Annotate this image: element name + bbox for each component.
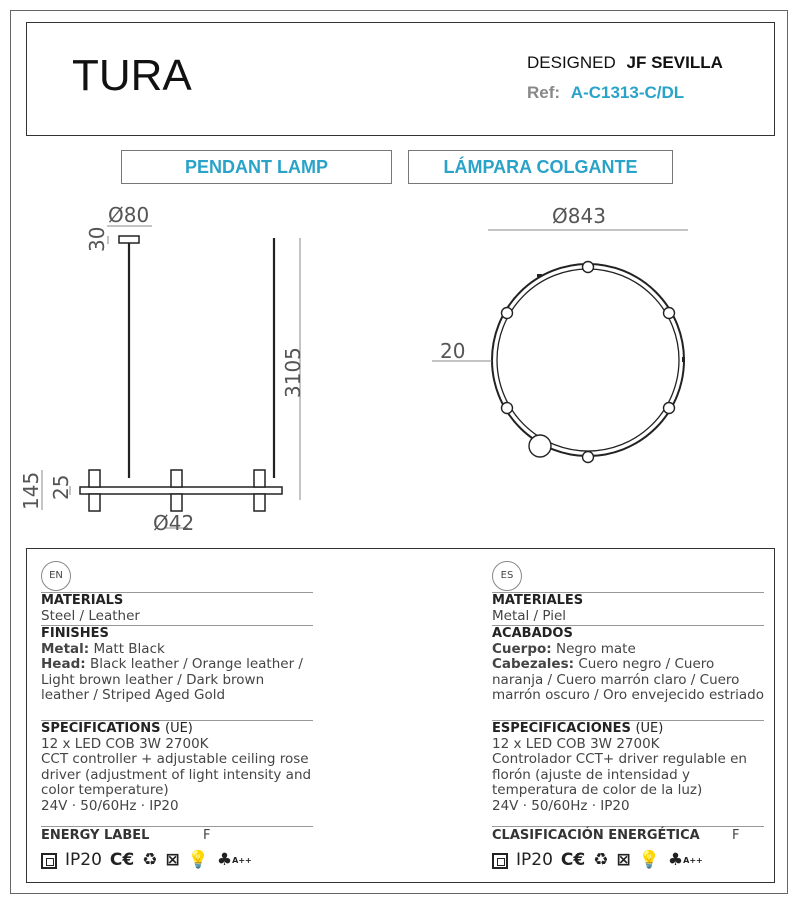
head-value: Cuero negro / Cuero naranja / Cuero marrón claro / Cuero marrón oscuro / Oro envejecido estriado [492, 656, 764, 703]
led-head [502, 403, 513, 414]
dim-tube-diameter: Ø42 [153, 511, 195, 535]
materials-section [41, 592, 313, 624]
finishes-section [41, 625, 313, 704]
dim-canopy-diameter: Ø80 [108, 203, 150, 227]
dim-ring-thickness: 25 [49, 474, 73, 500]
specs-title: SPECIFICATIONS [41, 721, 161, 736]
spec-line: 12 x LED COB 3W 2700K [492, 735, 660, 752]
head-label: Head: [41, 656, 86, 672]
spec-line: 24V · 50/60Hz · IP20 [41, 797, 179, 814]
energy-label-title: ENERGY LABEL [41, 828, 150, 843]
ip20-double-insulation-icon [41, 853, 57, 869]
head-bottom [254, 494, 265, 511]
side-elevation [19, 203, 305, 535]
materials-value: Steel / Leather [41, 607, 140, 624]
led-head [664, 308, 675, 319]
led-head [583, 452, 594, 463]
info-panel [26, 548, 775, 883]
finishes-title: ACABADOS [492, 626, 573, 641]
energy-divider [41, 826, 313, 827]
ring-side-view [80, 487, 282, 494]
dim-canopy-height: 30 [85, 226, 109, 252]
spec-line: 12 x LED COB 3W 2700K [41, 735, 209, 752]
type-label-es: LÁMPARA COLGANTE [408, 150, 673, 184]
dim-ring-section: 20 [440, 339, 466, 363]
certification-row [492, 850, 703, 871]
specs-suffix: (UE) [635, 721, 664, 736]
specifications-section [41, 720, 313, 814]
materials-title: MATERIALES [492, 593, 584, 608]
ceiling-canopy [119, 236, 139, 243]
metal-label: Metal: [41, 640, 90, 657]
designed-label: DESIGNED [527, 53, 616, 72]
energy-a-plus-plus-icon: ♣A++ [667, 850, 703, 871]
recycle-icon: ♻ [142, 850, 158, 871]
type-label-en: PENDANT LAMP [121, 150, 392, 184]
ref-label: Ref: [527, 83, 561, 102]
led-bulb-icon: 💡 [187, 850, 209, 871]
spec-line: CCT controller + adjustable ceiling rose driver (adjustment of light intensity and color temperature) [41, 751, 312, 798]
plan-view [432, 204, 688, 463]
head-top [89, 470, 100, 487]
designer-line [527, 53, 723, 73]
ce-mark-icon: C€ [109, 850, 135, 871]
energy-label-title: CLASIFICACIÓN ENERGÉTICA [492, 828, 700, 843]
weee-bin-icon: ⊠ [616, 850, 631, 871]
metal-value: Negro mate [555, 640, 636, 657]
head-top [171, 470, 182, 487]
certification-row [41, 850, 252, 871]
finishes-section [492, 625, 764, 704]
cable-mark [537, 274, 542, 277]
lang-badge-en: EN [41, 561, 71, 591]
ceiling-rose [529, 435, 551, 457]
designer-name: JF SEVILLA [626, 53, 723, 72]
spec-line: Controlador CCT+ driver regulable en florón (ajuste de intensidad y temperatura de color de la luz) [492, 751, 747, 798]
metal-value: Matt Black [93, 640, 165, 657]
lang-badge-es: ES [492, 561, 522, 591]
reference-line [527, 83, 684, 103]
dim-total-height: 3105 [281, 347, 305, 398]
technical-drawing [0, 190, 800, 545]
energy-label-value: F [203, 828, 211, 843]
specs-title: ESPECIFICACIONES [492, 721, 631, 736]
materials-title: MATERIALS [41, 593, 124, 608]
ring-outer [492, 264, 684, 456]
head-top [254, 470, 265, 487]
energy-divider [492, 826, 764, 827]
ip-rating: IP20 [65, 850, 102, 871]
ip20-double-insulation-icon [492, 853, 508, 869]
ring-inner [497, 269, 679, 451]
dim-ring-diameter: Ø843 [552, 204, 606, 228]
led-head [583, 262, 594, 273]
ce-mark-icon: C€ [560, 850, 586, 871]
specifications-section [492, 720, 764, 814]
materials-value: Metal / Piel [492, 607, 567, 624]
product-name: TURA [72, 51, 192, 100]
head-bottom [89, 494, 100, 511]
finishes-title: FINISHES [41, 626, 109, 641]
dim-head-height: 145 [19, 471, 43, 510]
header-panel [26, 22, 775, 136]
led-head [664, 403, 675, 414]
led-head [502, 308, 513, 319]
materials-section [492, 592, 764, 624]
ip-rating: IP20 [516, 850, 553, 871]
led-bulb-icon: 💡 [638, 850, 660, 871]
head-label: Cabezales: [492, 656, 575, 672]
recycle-icon: ♻ [593, 850, 609, 871]
head-bottom [171, 494, 182, 511]
energy-label-value: F [732, 828, 740, 843]
specs-suffix: (UE) [165, 721, 193, 736]
cable-mark [682, 357, 685, 362]
head-value: Black leather / Orange leather / Light brown leather / Dark brown leather / Striped Aged Gold [41, 656, 303, 703]
weee-bin-icon: ⊠ [165, 850, 180, 871]
ref-code: A-C1313-C/DL [570, 83, 685, 102]
metal-label: Cuerpo: [492, 640, 552, 657]
energy-a-plus-plus-icon: ♣A++ [216, 850, 252, 871]
spec-line: 24V · 50/60Hz · IP20 [492, 797, 630, 814]
